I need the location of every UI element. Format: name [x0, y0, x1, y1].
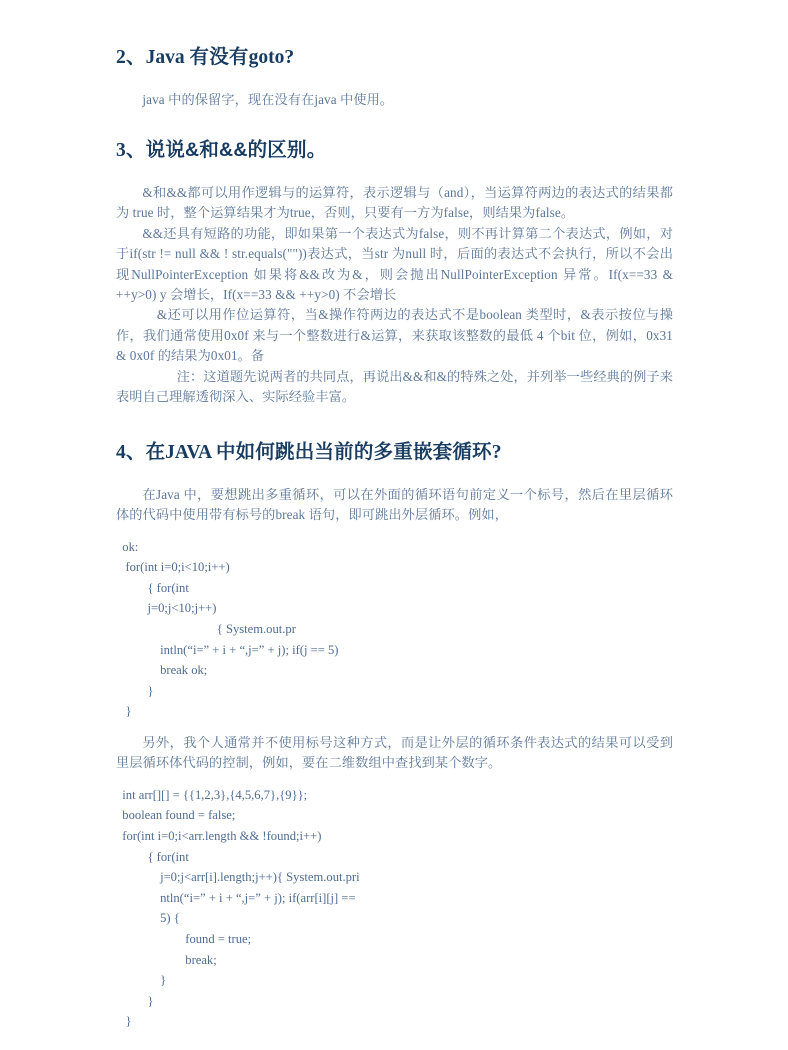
code-line: ok:: [116, 539, 139, 554]
section-4-paragraph-2: 另外，我个人通常并不使用标号这种方式，而是让外层的循环条件表达式的结果可以受到里层循环体代码的控制，例如，要在二维数组中查找到某个数字。: [116, 734, 673, 771]
code-line: }: [116, 683, 154, 698]
spacer: [116, 408, 673, 439]
section-3-paragraph-3: &还可以用作位运算符，当&操作符两边的表达式不是boolean 类型时，&表示按位与操作，我们通常使用0x0f 来与一个整数进行&运算，来获取该整数的最低 4 个bit 位，例如，0x31 & 0x0f 的结果为0x01。备: [116, 307, 673, 364]
section-3-heading-block: [116, 137, 673, 164]
section-2-heading-latin: Java: [145, 47, 190, 68]
section-4-heading: [116, 439, 673, 466]
code-line: for(int i=0;i<arr.length && !found;i++): [116, 828, 322, 843]
code-line: int arr[][] = {{1,2,3},{4,5,6,7},{9}};: [116, 787, 308, 802]
section-2-heading-number: 2、: [116, 47, 146, 68]
spacer: [116, 71, 673, 90]
code-line: ntln(“i=” + i + “,j=” + j); if(arr[i][j] ==: [116, 890, 356, 905]
section-3-paragraph-4: 注：这道题先说两者的共同点，再说出&&和&的特殊之处，并列举一些经典的例子来表明自己理解透彻深入、实际经验丰富。: [116, 368, 673, 405]
section-2-paragraph-1: java 中的保留字，现在没有在java 中使用。: [142, 92, 394, 108]
code-line: 5) {: [116, 911, 180, 926]
spacer: [116, 526, 673, 537]
code-block-array-search: [116, 785, 673, 1032]
section-4-heading-cjk: 中如何跳出当前的多重嵌套循环: [215, 440, 492, 463]
code-line: found = true;: [116, 931, 252, 946]
code-line: break;: [116, 952, 217, 967]
code-line: { System.out.pr: [116, 622, 296, 636]
spacer: [116, 111, 673, 137]
code-line: }: [116, 993, 154, 1008]
code-line: j=0;j<10;j++): [116, 601, 217, 616]
section-4-heading-tail: ?: [491, 441, 502, 463]
spacer: [116, 466, 673, 485]
spacer: [116, 774, 673, 785]
code-line: j=0;j<arr[i].length;j++){ System.out.pri: [116, 870, 360, 885]
code-line: intln(“i=” + i + “,j=” + j); if(j == 5): [116, 642, 339, 657]
section-4-heading-latin: 在JAVA: [145, 441, 216, 463]
code-line: break ok;: [116, 663, 208, 678]
spacer: [116, 164, 673, 183]
section-2-heading-cjk: 有没有: [189, 46, 249, 68]
code-line: }: [116, 704, 132, 719]
code-block-labeled-break: [116, 537, 673, 722]
spacer: [116, 722, 673, 733]
code-line: }: [116, 973, 167, 988]
code-line: { for(int: [116, 580, 189, 595]
section-3-heading: [116, 137, 673, 164]
section-4-paragraph-1: 在Java 中，要想跳出多重循环，可以在外面的循环语句前定义一个标号，然后在里层循环体的代码中使用带有标号的break 语句，即可跳出外层循环。例如，: [116, 486, 673, 523]
section-2-heading: [116, 44, 673, 71]
document-content: [116, 44, 673, 1032]
section-3-paragraph-1: &和&&都可以用作逻辑与的运算符，表示逻辑与（and），当运算符两边的表达式的结果都为 true 时，整个运算结果才为true，否则，只要有一方为false，则结果为false。: [116, 185, 673, 221]
section-4-heading-block: [116, 439, 673, 466]
section-3-heading-number: 3、: [116, 139, 146, 161]
section-3-heading-cjk: 说说&和&&的区别。: [145, 138, 327, 161]
section-2-heading-tail: goto?: [248, 47, 295, 68]
code-line: for(int i=0;i<10;i++): [116, 560, 230, 575]
code-line: { for(int: [116, 849, 189, 864]
code-line: }: [116, 1014, 132, 1029]
code-line: boolean found = false;: [116, 808, 236, 823]
section-4-heading-number: 4、: [116, 441, 146, 463]
section-2-heading-block: [116, 44, 673, 71]
section-3-paragraph-2: &&还具有短路的功能，即如果第一个表达式为false，则不再计算第二个表达式，例如，对于if(str != null && ! str.equals(""))表达式，当str 为null 时，后面的表达式不会执行，所以不会出现NullPointerException 如果将&&改为&，则会抛出NullPointerException 异常。If(x==33 & ++y>0) y 会增长，If(x==33 && ++y>0) 不会增长: [116, 225, 673, 303]
